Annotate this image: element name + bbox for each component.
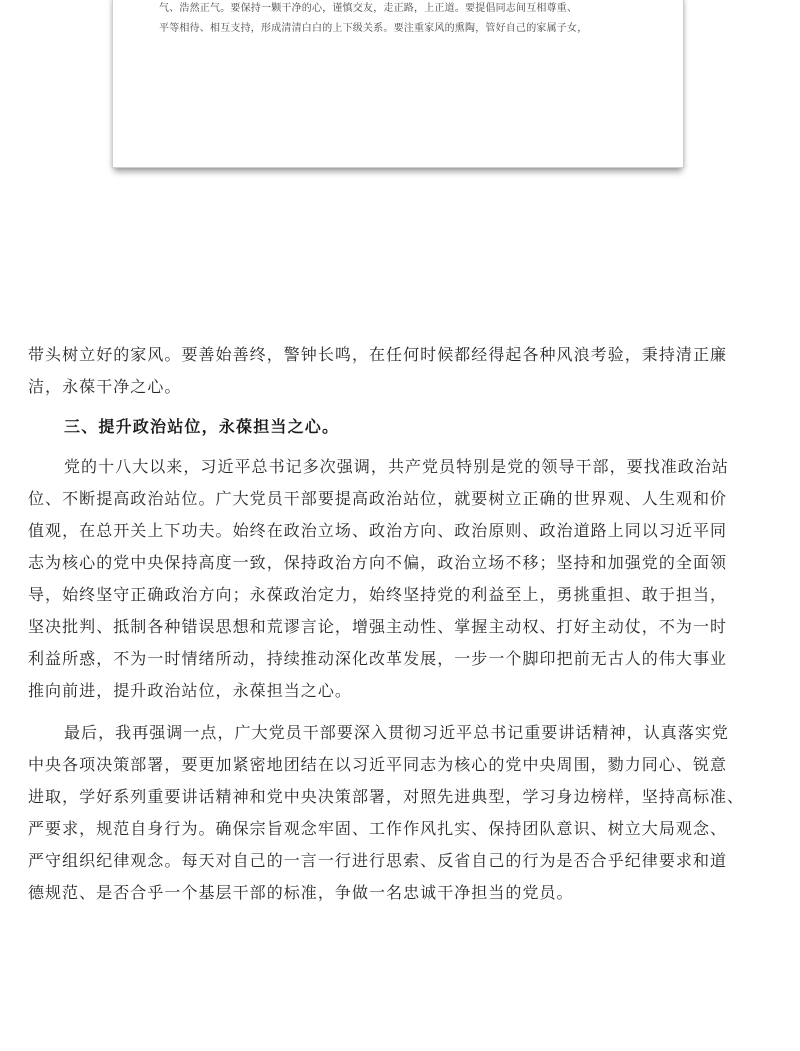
text-line: 德规范、是否合乎一个基层干部的标准，争做一名忠诚干净担当的党员。 — [28, 883, 574, 902]
section-heading: 三、提升政治站位，永葆担当之心。 — [64, 417, 340, 436]
text-line: 洁，永葆干净之心。 — [28, 377, 182, 396]
closing-paragraph — [28, 717, 774, 909]
text-line: 严守组织纪律观念。每天对自己的一言一行进行思索、反省自己的行为是否合乎纪律要求和道 — [28, 851, 728, 870]
text-line: 最后，我再强调一点，广大党员干部要深入贯彻习近平总书记重要讲话精神，认真落实党 — [64, 723, 729, 742]
document-body — [28, 339, 774, 909]
text-line: 推向前进，提升政治站位，永葆担当之心。 — [28, 681, 352, 700]
paragraph-spacer — [28, 707, 774, 717]
intro-paragraph — [28, 339, 774, 403]
text-line: 严要求，规范自身行为。确保宗旨观念牢固、工作作风扎实、保持团队意识、树立大局观念、 — [28, 819, 728, 838]
page-preview-sheet — [112, 0, 684, 168]
text-line: 坚决批判、抵制各种错误思想和荒谬言论，增强主动性、掌握主动权、打好主动仗，不为一时 — [28, 617, 728, 636]
text-line: 导，始终坚守正确政治方向；永葆政治定力，始终坚持党的利益至上，勇挑重担、敢于担当， — [28, 585, 728, 604]
section-paragraph — [28, 451, 774, 707]
text-line: 志为核心的党中央保持高度一致，保持政治方向不偏，政治立场不移；坚持和加强党的全面领 — [28, 553, 728, 572]
page-preview-area — [0, 0, 800, 240]
preview-line: 气、浩然正气。要保持一颗干净的心，谨慎交友，走正路，上正道。要提倡同志间互相尊重、 — [159, 3, 578, 14]
text-line: 党的十八大以来，习近平总书记多次强调，共产党员特别是党的领导干部，要找准政治站 — [64, 457, 729, 476]
preview-line: 平等相待、相互支持，形成清清白白的上下级关系。要注重家风的熏陶，管好自己的家属子女， — [159, 23, 588, 34]
text-line: 值观，在总开关上下功夫。始终在政治立场、政治方向、政治原则、政治道路上同以习近平同 — [28, 521, 728, 540]
text-line: 带头树立好的家风。要善始善终，警钟长鸣，在任何时候都经得起各种风浪考验，秉持清正廉 — [28, 345, 728, 364]
text-line: 利益所惑，不为一时情绪所动，持续推动深化改革发展，一步一个脚印把前无古人的伟大事业 — [28, 649, 728, 668]
text-line: 进取，学好系列重要讲话精神和党中央决策部署，对照先进典型，学习身边榜样，坚持高标准、 — [28, 787, 745, 806]
text-line: 中央各项决策部署，要更加紧密地团结在以习近平同志为核心的党中央周围，勠力同心、锐意 — [28, 755, 728, 774]
page-preview-text — [159, 0, 659, 39]
text-line: 位、不断提高政治站位。广大党员干部要提高政治站位，就要树立正确的世界观、人生观和价 — [28, 489, 728, 508]
